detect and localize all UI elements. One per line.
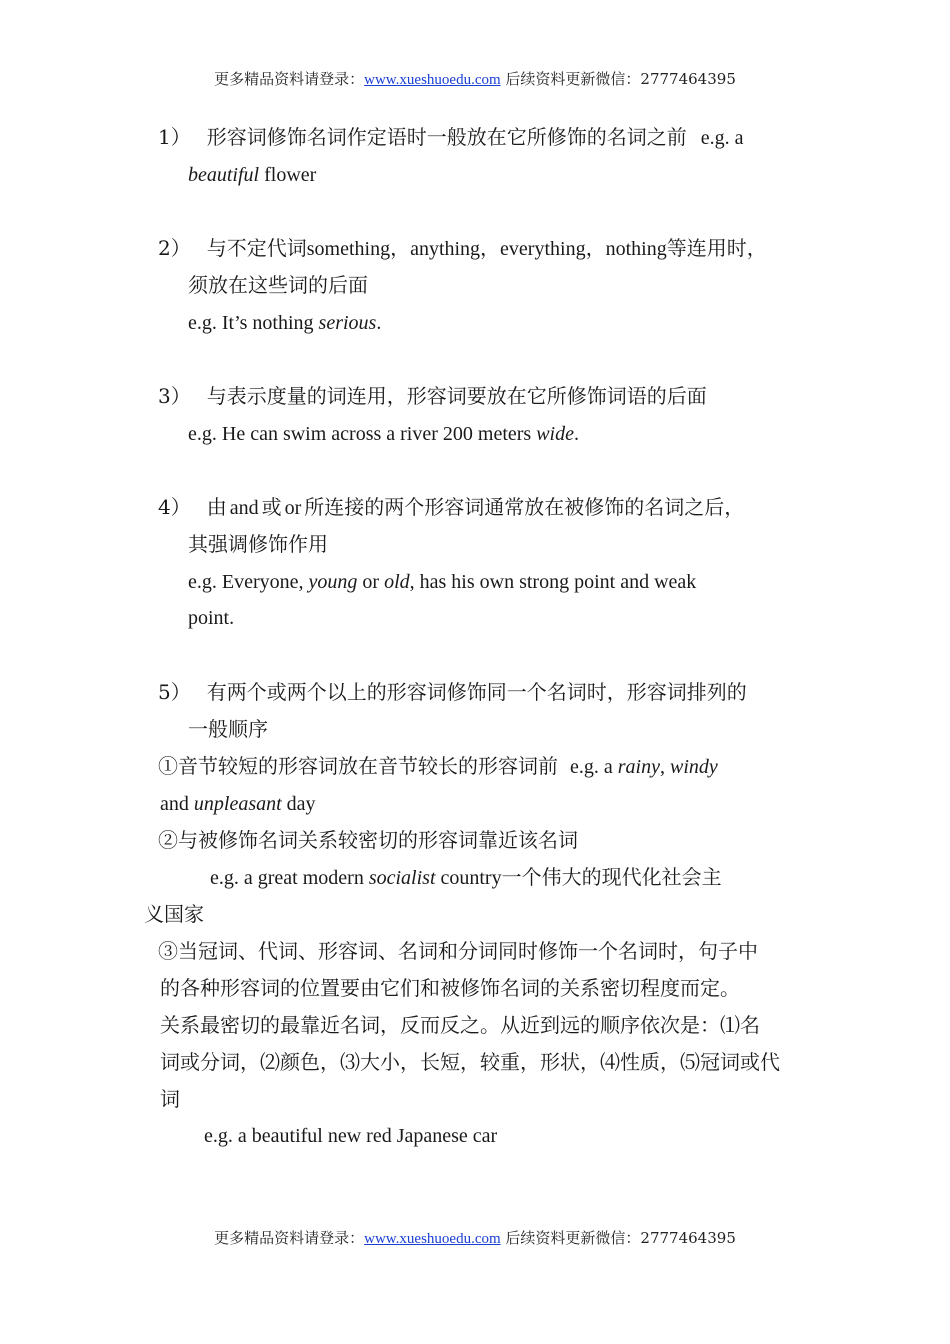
section-4-and: and bbox=[229, 497, 259, 519]
rule-2-example-translation-2: 义国家 bbox=[144, 902, 204, 926]
rule-1-eg: e.g. a bbox=[570, 756, 618, 778]
footer-link[interactable]: www.xueshuoedu.com bbox=[364, 1231, 501, 1247]
section-3-line-1 bbox=[158, 383, 707, 409]
section-4-text-a: 由 bbox=[206, 495, 227, 519]
rule-3-line-4: 词或分词，⑵颜色，⑶大小，长短，较重，形状，⑷性质，⑸冠词或代 bbox=[160, 1050, 780, 1074]
section-3-example-italic: wide bbox=[536, 423, 574, 445]
section-4-example-a: e.g. Everyone, bbox=[188, 571, 309, 593]
section-1-text: 形容词修饰名词作定语时一般放在它所修饰的名词之前 bbox=[206, 125, 687, 149]
section-2-line-2: 须放在这些词的后面 bbox=[188, 273, 368, 297]
section-4-text-c: 所连接的两个形容词通常放在被修饰的名词之后， bbox=[304, 495, 745, 519]
section-1-eg: e.g. a bbox=[700, 127, 744, 149]
section-3-example bbox=[188, 420, 579, 447]
section-2-example-italic: serious bbox=[318, 312, 377, 334]
section-4-example bbox=[188, 568, 696, 595]
rule-2-example-b: country bbox=[435, 867, 502, 889]
rule-1-line-1 bbox=[158, 753, 718, 780]
rule-2-example-a: e.g. a great modern bbox=[210, 867, 369, 889]
section-2-text-b: 等连用时， bbox=[666, 236, 767, 260]
rule-3-line-3: 关系最密切的最靠近名词，反而反之。从近到远的顺序依次是：⑴名 bbox=[160, 1013, 760, 1037]
section-2-line-1 bbox=[158, 235, 767, 262]
section-3-example-a: e.g. He can swim across a river 200 meters bbox=[188, 423, 537, 445]
rule-1-line-2-b: day bbox=[281, 793, 316, 815]
page-footer bbox=[0, 1227, 950, 1248]
section-4-example-italic-2: old bbox=[384, 571, 410, 593]
section-5-number: 5） bbox=[158, 680, 191, 704]
rule-3-line-5: 词 bbox=[160, 1087, 180, 1111]
section-2-text-a: 与不定代词 bbox=[206, 236, 307, 260]
section-4-example-italic-1: young bbox=[308, 571, 358, 593]
section-5-line-2: 一般顺序 bbox=[188, 717, 268, 741]
section-4-example-line-2: point. bbox=[188, 607, 235, 629]
header-suffix: 后续资料更新微信：2777464395 bbox=[500, 70, 736, 88]
section-2-words: something，anything，everything，nothing bbox=[306, 238, 667, 260]
section-3-text: 与表示度量的词连用，形容词要放在它所修饰词语的后面 bbox=[206, 384, 707, 408]
section-5-line-1 bbox=[158, 679, 747, 705]
header-link[interactable]: www.xueshuoedu.com bbox=[364, 72, 501, 88]
section-1-example bbox=[188, 161, 316, 188]
section-4-number: 4） bbox=[158, 495, 191, 519]
section-4-or: or bbox=[284, 497, 302, 519]
rule-1-sep: , bbox=[659, 756, 670, 778]
header-prefix: 更多精品资料请登录： bbox=[214, 70, 365, 88]
section-4-line-2: 其强调修饰作用 bbox=[188, 532, 328, 556]
section-4-example-b: or bbox=[357, 571, 385, 593]
rule-1-line-2 bbox=[160, 790, 316, 817]
section-2-number: 2） bbox=[158, 236, 191, 260]
section-2-example-a: e.g. It’s nothing bbox=[188, 312, 319, 334]
rule-2-line-1: ②与被修饰名词关系较密切的形容词靠近该名词 bbox=[158, 828, 578, 852]
section-1-example-italic: beautiful bbox=[188, 164, 260, 186]
rule-1-line-2-a: and bbox=[160, 793, 194, 815]
rule-1-text: ①音节较短的形容词放在音节较长的形容词前 bbox=[158, 754, 558, 778]
section-5-text: 有两个或两个以上的形容词修饰同一个名词时，形容词排列的 bbox=[206, 680, 747, 704]
section-4-line-1 bbox=[158, 494, 744, 521]
section-4-example-c: , has his own strong point and weak bbox=[409, 571, 697, 593]
footer-prefix: 更多精品资料请登录： bbox=[214, 1229, 365, 1247]
section-3-example-b: . bbox=[574, 423, 579, 445]
section-2-example-b: . bbox=[376, 312, 382, 334]
footer-suffix: 后续资料更新微信：2777464395 bbox=[500, 1229, 736, 1247]
rule-2-example bbox=[210, 864, 722, 891]
rule-1-italic-2: windy bbox=[669, 756, 718, 778]
rule-2-example-italic: socialist bbox=[368, 867, 436, 889]
section-4-text-b: 或 bbox=[261, 495, 282, 519]
rule-3-line-1: ③当冠词、代词、形容词、名词和分词同时修饰一个名词时，句子中 bbox=[158, 939, 758, 963]
page-header bbox=[0, 68, 950, 89]
rule-3-example: e.g. a beautiful new red Japanese car bbox=[204, 1125, 498, 1147]
section-1-example-rest: flower bbox=[259, 164, 317, 186]
section-1-line-1 bbox=[158, 124, 744, 151]
rule-3-line-2: 的各种形容词的位置要由它们和被修饰名词的关系密切程度而定。 bbox=[160, 976, 740, 1000]
rule-1-italic-1: rainy bbox=[617, 756, 660, 778]
rule-2-example-translation: 一个伟大的现代化社会主 bbox=[501, 865, 722, 889]
section-3-number: 3） bbox=[158, 384, 191, 408]
section-2-example bbox=[188, 309, 381, 336]
rule-1-line-2-italic: unpleasant bbox=[193, 793, 282, 815]
section-1-number: 1） bbox=[158, 125, 191, 149]
